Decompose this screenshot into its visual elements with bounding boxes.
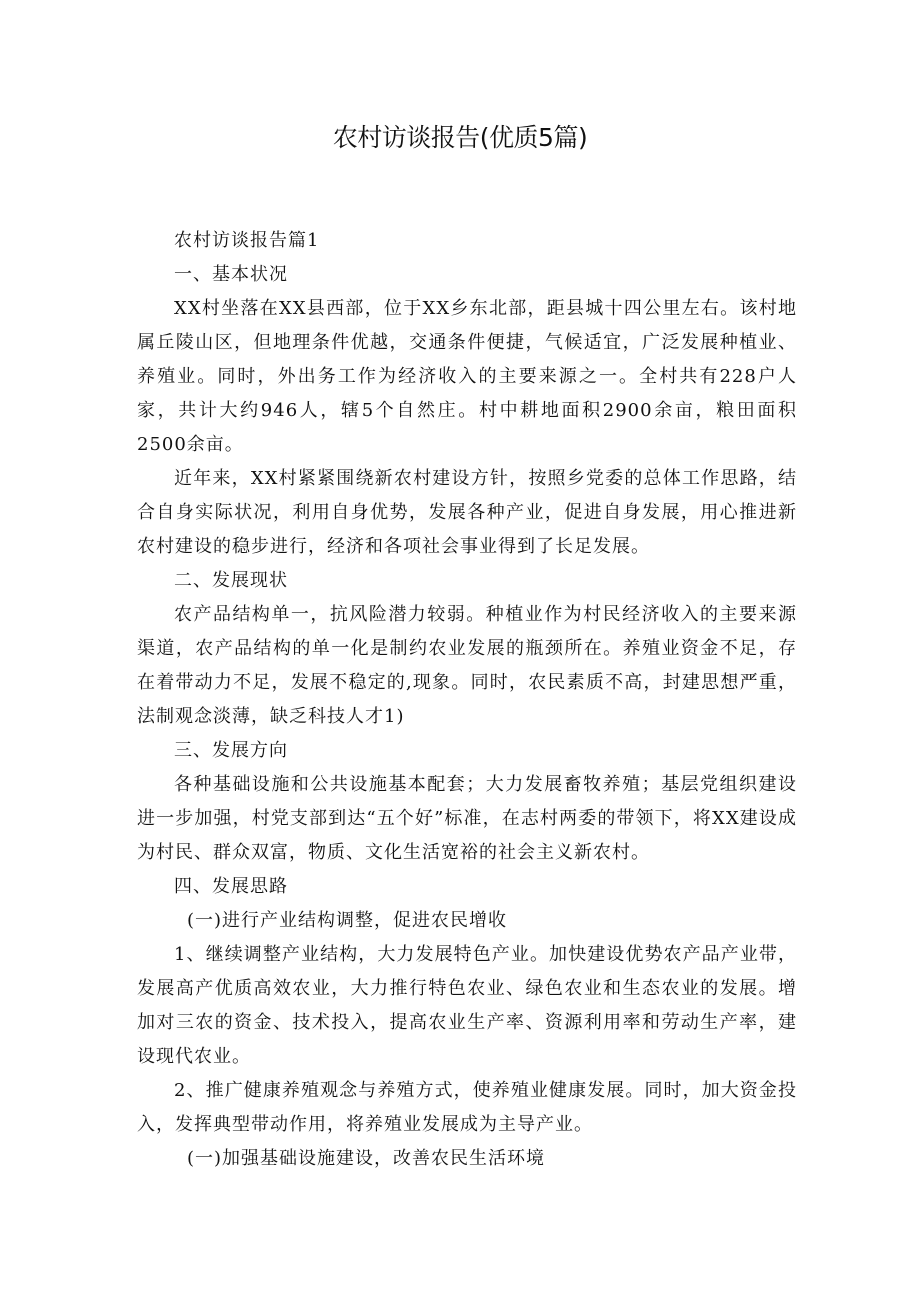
body-paragraph: 1、继续调整产业结构，大力发展特色产业。加快建设优势农产品产业带，发展高产优质高效农业，大力推行特色农业、绿色农业和生态农业的发展。增加对三农的资金、技术投入，提高农业生产率、资源利用率和劳动生产率，建设现代农业。 (137, 944, 797, 1067)
section-heading: 三、发展方向 (174, 740, 288, 761)
body-paragraph: XX村坐落在XX县西部，位于XX乡东北部，距县城十四公里左右。该村地属丘陵山区，但地理条件优越，交通条件便捷，气候适宜，广泛发展种植业、养殖业。同时，外出务工作为经济收入的主要来源之一。全村共有228户人家，共计大约946人，辖5个自然庄。村中耕地面积2900余亩，粮田面积2500余亩。 (137, 298, 797, 455)
section-heading: 四、发展思路 (174, 876, 288, 897)
section-heading: 一、基本状况 (174, 264, 288, 285)
subsection-heading: (一)进行产业结构调整，促进农民增收 (187, 910, 508, 931)
body-paragraph: 各种基础设施和公共设施基本配套；大力发展畜牧养殖；基层党组织建设进一步加强，村党支部到达“五个好”标准，在志村两委的带领下，将XX建设成为村民、群众双富，物质、文化生活宽裕的社会主义新农村。 (137, 774, 797, 863)
document-title: 农村访谈报告(优质5篇) (332, 123, 588, 152)
section-heading: 农村访谈报告篇1 (174, 230, 320, 251)
subsection-heading: (一)加强基础设施建设，改善农民生活环境 (187, 1148, 546, 1169)
document-body (137, 224, 797, 1176)
body-paragraph: 农产品结构单一，抗风险潜力较弱。种植业作为村民经济收入的主要来源渠道，农产品结构的单一化是制约农业发展的瓶颈所在。养殖业资金不足，存在着带动力不足，发展不稳定的,现象。同时，农民素质不高，封建思想严重，法制观念淡薄，缺乏科技人才1) (137, 604, 797, 727)
body-paragraph: 近年来，XX村紧紧围绕新农村建设方针，按照乡党委的总体工作思路，结合自身实际状况，利用自身优势，发展各种产业，促进自身发展，用心推进新农村建设的稳步进行，经济和各项社会事业得到了长足发展。 (137, 468, 797, 557)
body-paragraph: 2、推广健康养殖观念与养殖方式，使养殖业健康发展。同时，加大资金投入，发挥典型带动作用，将养殖业发展成为主导产业。 (137, 1080, 797, 1135)
section-heading: 二、发展现状 (174, 570, 288, 591)
